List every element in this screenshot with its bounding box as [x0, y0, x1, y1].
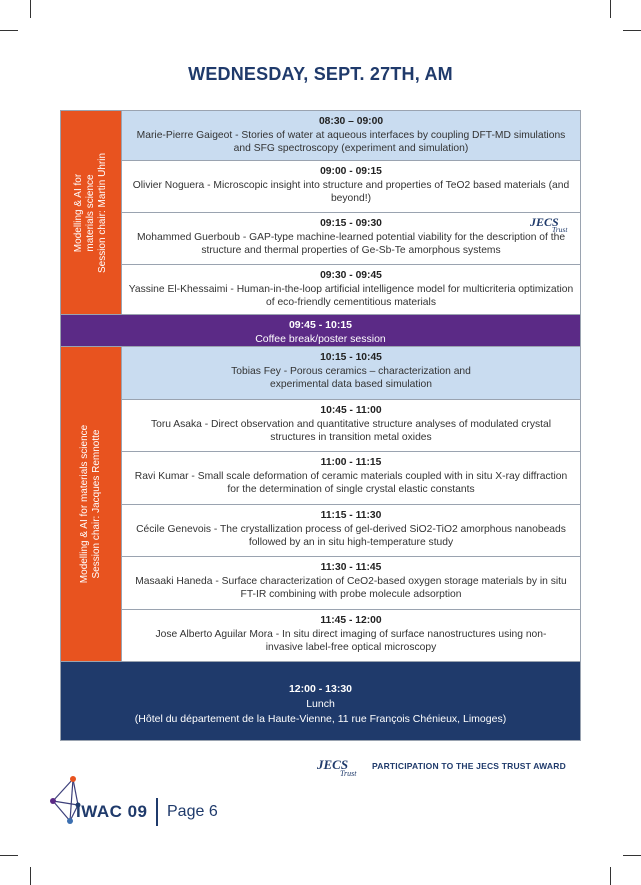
page-title: WEDNESDAY, SEPT. 27TH, AM: [188, 64, 453, 84]
break-label: Coffee break/poster session: [255, 333, 386, 345]
award-legend: [316, 757, 586, 777]
talk-description: Toru Asaka - Direct observation and quantitative structure analyses of modulated crystal structures in transition metal oxides: [150, 419, 552, 443]
jecs-trust-award-icon: [528, 215, 576, 233]
crop-mark: [610, 0, 611, 18]
crop-mark: [30, 867, 31, 885]
talk-time: 10:45 - 11:00: [320, 405, 382, 416]
chair-line: Session chair: Jacques Remnotte: [91, 429, 102, 579]
break-time: 09:45 - 10:15: [288, 319, 353, 331]
talk-description: Yassine El-Khessaimi - Human-in-the-loop artificial intelligence model for multicriteria optimization of eco-friendly cementitious materials: [128, 284, 574, 308]
chair-line: Modelling & AI for: [73, 173, 84, 252]
talk-time: 09:00 - 09:15: [320, 166, 382, 177]
chair-line: Session chair: Martin Uhrin: [97, 152, 108, 273]
talk-row: [122, 399, 580, 451]
talk-row: [122, 609, 580, 661]
footer-separator: [156, 798, 158, 826]
crop-mark: [0, 30, 18, 31]
footer-brand: IWAC 09: [76, 802, 148, 821]
jecs-logo-text: JECS: [530, 215, 559, 229]
crop-mark: [30, 0, 31, 18]
talk-time: 10:15 - 10:45: [320, 352, 382, 363]
crop-mark: [623, 30, 641, 31]
jecs-trust-logo-icon: [316, 757, 370, 777]
chair-line: materials science: [85, 173, 96, 252]
talk-description: Marie-Pierre Gaigeot - Stories of water at aqueous interfaces by coupling DFT-MD simulations and SFG spectroscopy (experiment and simulation): [136, 130, 566, 154]
crop-mark: [0, 855, 18, 856]
talk-row: [122, 111, 580, 160]
session-chair-label: [61, 111, 122, 314]
talk-description: Tobias Fey - Porous ceramics – characterization and experimental data based simulation: [231, 366, 471, 390]
talk-time: 11:00 - 11:15: [320, 457, 382, 468]
crop-mark: [610, 867, 611, 885]
legend-logo-text: JECS: [317, 757, 349, 772]
talk-time: 11:45 - 12:00: [320, 615, 382, 626]
footer: [48, 775, 308, 845]
talk-time: 09:30 - 09:45: [320, 270, 382, 281]
talk-description: Olivier Noguera - Microscopic insight into structure and properties of TeO2 based materials (and beyond!): [132, 180, 570, 204]
talk-description: Jose Alberto Aguilar Mora - In situ direct imaging of surface nanostructures using non-invasive label-free optical microscopy: [155, 629, 547, 653]
legend-text: PARTICIPATION TO THE JECS TRUST AWARD: [372, 761, 566, 771]
talk-time: 11:15 - 11:30: [320, 510, 382, 521]
session-block-1: [61, 111, 580, 314]
talk-row: [122, 212, 580, 264]
chair-line: Modelling & AI for materials science: [79, 424, 90, 584]
talk-description: Mohammed Guerboub - GAP-type machine-learned potential viability for the description of the structure and thermal properties of Ge-Sb-Te amorphous systems: [136, 232, 566, 256]
lunch-row: [61, 661, 580, 740]
talk-description: Masaaki Haneda - Surface characterization of CeO2-based oxygen storage materials by in situ FT-IR combining with probe molecule adsorption: [135, 576, 567, 600]
talk-row: [122, 347, 580, 399]
jecs-logo-subtext: Trust: [552, 225, 568, 233]
talk-row: [122, 451, 580, 504]
talk-time: 08:30 – 09:00: [318, 116, 384, 127]
session-block-2: [61, 346, 580, 661]
lunch-location: (Hôtel du département de la Haute-Vienne, 11 rue François Chénieux, Limoges): [134, 713, 507, 725]
talk-description: Cécile Genevois - The crystallization process of gel-derived SiO2-TiO2 amorphous nanobeads followed by an in situ high-temperature study: [136, 524, 566, 548]
talk-time: 11:30 - 11:45: [320, 562, 382, 573]
talk-row: [122, 504, 580, 556]
talk-row: [122, 556, 580, 609]
lunch-time: 12:00 - 13:30: [288, 683, 353, 695]
crop-mark: [623, 855, 641, 856]
legend-logo-subtext: Trust: [340, 769, 357, 777]
session-chair-label: [61, 347, 122, 661]
schedule-table: [60, 110, 581, 741]
lunch-label: Lunch: [306, 698, 335, 710]
coffee-break-row: [61, 314, 580, 346]
talk-time: 09:15 - 09:30: [320, 218, 382, 229]
talk-row: [122, 264, 580, 314]
talk-row: [122, 160, 580, 212]
talk-description: Ravi Kumar - Small scale deformation of ceramic materials coupled with in situ X-ray diffraction for the determination of single crystal elastic constants: [134, 471, 568, 495]
page-number: Page 6: [167, 803, 218, 820]
